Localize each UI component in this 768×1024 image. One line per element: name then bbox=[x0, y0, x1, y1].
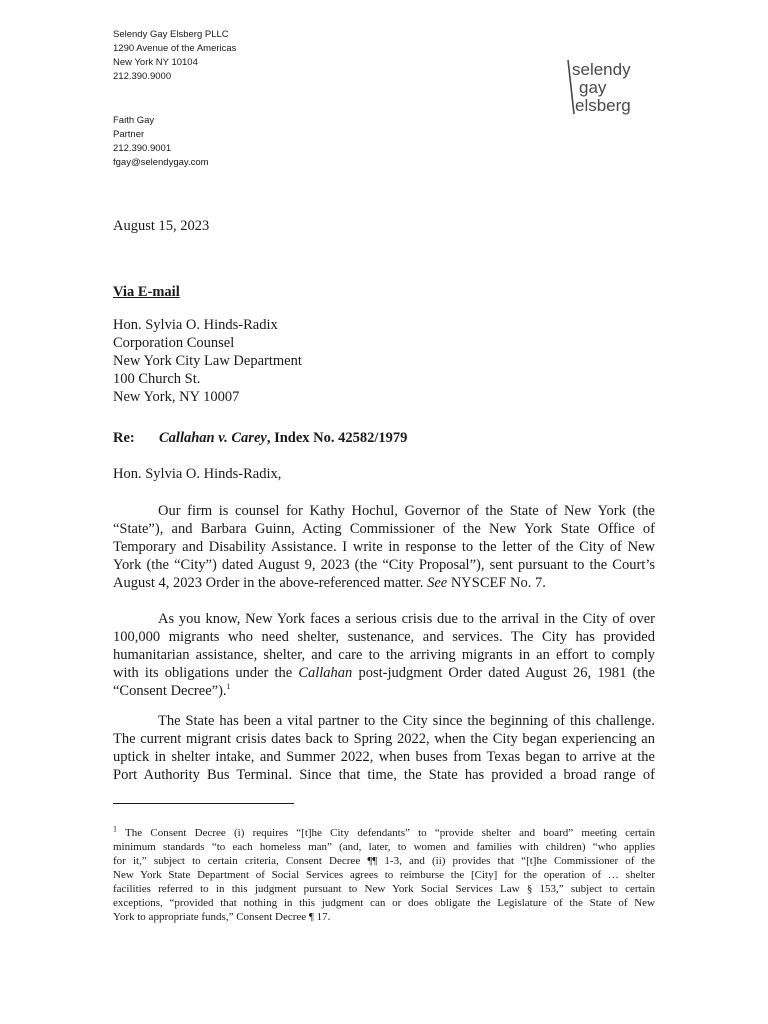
text-run: post-judgment Order dated August 26, 1981 (the bbox=[352, 665, 655, 681]
paragraph-line: York (the “City”) dated August 9, 2023 (the “City Proposal”), sent pursuant to the Court’s bbox=[113, 557, 655, 573]
body-paragraph-2 bbox=[113, 610, 655, 700]
text-run: The Consent Decree (i) requires “[t]he City defendants” to “provide shelter and board” meeting certain bbox=[117, 827, 655, 839]
footnote-line: exceptions, “provided that nothing in this judgment can or does obligate the Legislature of the State of New bbox=[113, 897, 655, 909]
text-run: NYSCEF No. 7. bbox=[447, 575, 546, 591]
firm-phone: 212.390.9000 bbox=[113, 71, 172, 82]
text-run: August 4, 2023 Order in the above-referenced matter. bbox=[113, 575, 428, 591]
text-run: “Consent Decree”). bbox=[113, 683, 227, 699]
footnote-line: for it,” subject to certain criteria, Consent Decree ¶¶ 1-3, and (ii) provides that “[t]he Commissioner of the bbox=[113, 855, 655, 867]
case-name: Callahan v. Carey bbox=[159, 430, 267, 446]
addressee-org: New York City Law Department bbox=[113, 353, 302, 369]
case-index: , Index No. 42582/1979 bbox=[266, 430, 408, 446]
body-paragraph-1 bbox=[113, 502, 655, 592]
firm-address-line1: 1290 Avenue of the Americas bbox=[113, 43, 237, 54]
footnote-line: New York State Department of Social Services agrees to reimburse the [City] for the operation of … shelter bbox=[113, 869, 655, 881]
case-reference: Callahan bbox=[298, 665, 353, 681]
subject-line bbox=[113, 430, 407, 447]
paragraph-line bbox=[113, 574, 655, 592]
text-run: with its obligations under the bbox=[113, 665, 299, 681]
firm-address-line2: New York NY 10104 bbox=[113, 57, 198, 68]
paragraph-line bbox=[113, 682, 655, 700]
sender-phone: 212.390.9001 bbox=[113, 143, 172, 154]
footnote-line: facilities referred to in this judgment pursuant to New York Social Services Law § 153,” subject to certain bbox=[113, 883, 655, 895]
paragraph-line: The current migrant crisis dates back to Spring 2022, when the City began experiencing an bbox=[113, 731, 655, 747]
letter-date: August 15, 2023 bbox=[113, 218, 210, 234]
sender-contact bbox=[113, 114, 209, 170]
logo-word-1: selendy bbox=[572, 60, 631, 79]
paragraph-line: 100,000 migrants who need shelter, sustenance, and services. The City has provided bbox=[113, 629, 655, 645]
footnote-number: 1 bbox=[113, 824, 117, 834]
footnote-line: minimum standards “to each homeless man” (and, later, to women and families with children) “who applies bbox=[113, 841, 655, 853]
firm-logo-graphic bbox=[560, 58, 670, 120]
logo-word-3: elsberg bbox=[575, 96, 631, 115]
paragraph-line: uptick in shelter intake, and Summer 2022, when buses from Texas began to arrive at the bbox=[113, 749, 655, 765]
footnote-line bbox=[113, 826, 655, 840]
footnote-line: York to appropriate funds,” Consent Decree ¶ 17. bbox=[113, 911, 331, 923]
addressee-block bbox=[113, 316, 302, 406]
paragraph-line: Our firm is counsel for Kathy Hochul, Governor of the State of New York (the bbox=[158, 503, 655, 519]
subject-label: Re: bbox=[113, 430, 135, 446]
paragraph-line: The State has been a vital partner to the City since the beginning of this challenge. bbox=[158, 713, 655, 729]
addressee-title: Corporation Counsel bbox=[113, 335, 235, 351]
body-paragraph-3 bbox=[113, 712, 655, 784]
paragraph-line: As you know, New York faces a serious crisis due to the arrival in the City of over bbox=[158, 611, 655, 627]
firm-logo bbox=[560, 58, 670, 120]
paragraph-line: humanitarian assistance, shelter, and care to the arriving migrants in an effort to comply bbox=[113, 647, 655, 663]
logo-word-2: gay bbox=[579, 78, 607, 97]
paragraph-line bbox=[113, 664, 655, 682]
addressee-name: Hon. Sylvia O. Hinds-Radix bbox=[113, 317, 278, 333]
addressee-street: 100 Church St. bbox=[113, 371, 201, 387]
delivery-method: Via E-mail bbox=[113, 284, 180, 300]
footnote-separator bbox=[113, 803, 294, 804]
firm-letterhead bbox=[113, 28, 236, 84]
sender-email: fgay@selendygay.com bbox=[113, 157, 209, 168]
sender-name: Faith Gay bbox=[113, 115, 155, 126]
paragraph-line: Temporary and Disability Assistance. I write in response to the letter of the City of New bbox=[113, 539, 655, 555]
footnote-1 bbox=[113, 826, 655, 924]
paragraph-line: “State”), and Barbara Guinn, Acting Commissioner of the New York State Office of bbox=[113, 521, 655, 537]
salutation: Hon. Sylvia O. Hinds-Radix, bbox=[113, 466, 282, 482]
sender-title: Partner bbox=[113, 129, 145, 140]
firm-name: Selendy Gay Elsberg PLLC bbox=[113, 29, 229, 40]
footnote-reference[interactable]: 1 bbox=[226, 682, 231, 692]
signal-see: See bbox=[427, 575, 448, 591]
addressee-city: New York, NY 10007 bbox=[113, 389, 240, 405]
paragraph-line: Port Authority Bus Terminal. Since that time, the State has provided a broad range of bbox=[113, 767, 655, 783]
